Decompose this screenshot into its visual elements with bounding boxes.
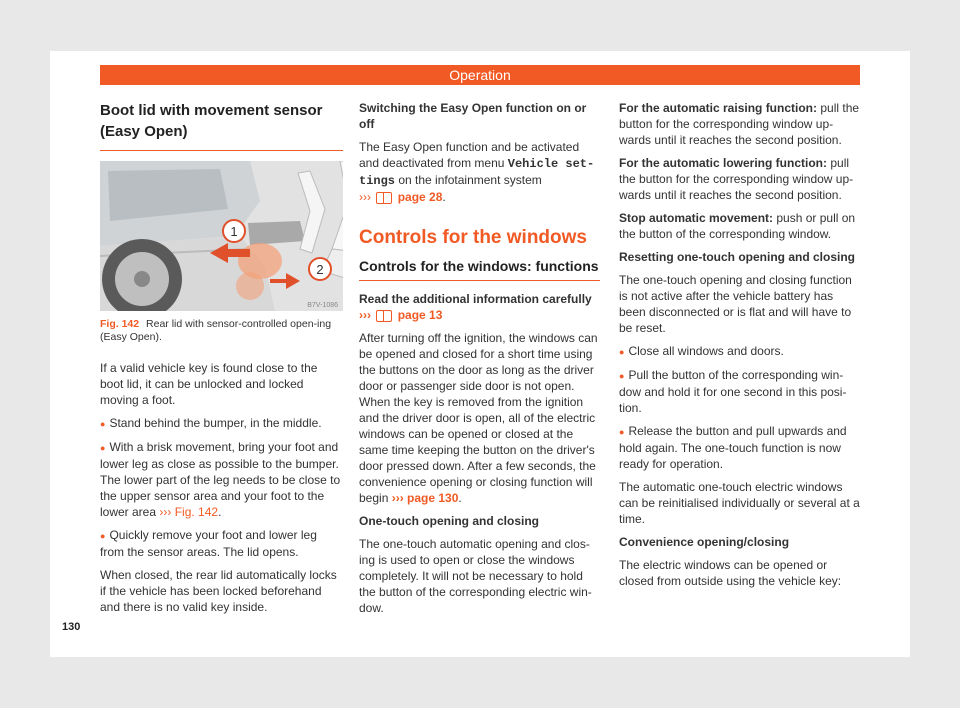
bullet-item <box>619 367 860 416</box>
rear-car-illustration <box>100 161 343 311</box>
convenience-paragraph: The electric windows can be opened or closed from outside using the vehicle key: <box>619 558 842 588</box>
section-title <box>100 100 343 142</box>
bullet-text: Release the button and pull upwards and hold again. The one-touch function is now ready for operation. <box>619 424 847 471</box>
bullet-text: Pull the button of the corresponding win-dow and hold it for one second in this posi-tion. <box>619 368 847 415</box>
menu-name: Vehicle set-tings <box>359 157 595 188</box>
bullet-item <box>619 343 860 360</box>
subsection-heading: Controls for the windows: functions <box>359 258 599 274</box>
stop-paragraph <box>619 210 860 242</box>
column-right <box>619 100 860 596</box>
bullet-item: ● With a brisk movement, bring your foot and lower leg as close as possible to the bumper. The lower part of the leg needs to be close to the upper sensor area and your foot to the lower area ››› Fig. 142. <box>100 439 343 520</box>
link-prefix: ››› <box>359 190 371 204</box>
switch-heading: Switching the Easy Open function on or off <box>359 101 587 131</box>
body-text: After turning off the ignition, the windows can be opened and closed for a short time using the buttons on the door as long as the driver door or passenger side door is not open. When the key is removed from the ignition and the driver door is open, all of the electric windows can be opened or closed at the same time keeping the button on the driver's door pressed down. After a few seconds, the convenience opening or closing function will begin <box>359 331 598 505</box>
link-prefix: ››› <box>359 308 371 322</box>
figure-142 <box>100 161 343 311</box>
read-heading: Read the additional information carefully <box>359 292 592 306</box>
intro-paragraph: If a valid vehicle key is found close to the boot lid, it can be unlocked and locked moving a foot. <box>100 361 318 407</box>
bullet-item <box>100 415 343 432</box>
page-link-13[interactable] <box>359 307 600 323</box>
page-link-28[interactable] <box>359 190 442 204</box>
bullet-item <box>100 527 343 560</box>
caption-text: Rear lid with sensor-controlled open-ing (Easy Open). <box>100 318 332 343</box>
chapter-header: Operation <box>100 65 860 85</box>
switch-text-b: on the infotainment system <box>398 173 542 187</box>
closing-paragraph: When closed, the rear lid automatically locks if the vehicle has been locked beforehand and there is no valid key inside. <box>100 568 337 614</box>
column-middle <box>359 100 600 623</box>
bullet-text: Close all windows and doors. <box>628 344 784 358</box>
chapter-heading: Controls for the windows <box>359 227 587 248</box>
bullet-text: Stand behind the bumper, in the middle. <box>109 416 322 430</box>
convenience-heading: Convenience opening/closing <box>619 535 790 549</box>
raise-paragraph <box>619 100 860 148</box>
onetouch-heading: One-touch opening and closing <box>359 514 539 528</box>
stop-text: push or pull on the button of the corresponding window. <box>619 211 856 241</box>
bullet-item <box>619 423 860 472</box>
reset-paragraph: The one-touch opening and closing function is not active after the vehicle battery has been disconnected or is flat and will have to be reset. <box>619 273 852 335</box>
raise-text: pull the button for the corresponding window up-wards until it reaches the second position. <box>619 101 860 147</box>
figure-link[interactable]: ››› Fig. 142 <box>159 505 219 519</box>
body-paragraph: After turning off the ignition, the windows can be opened and closed for a short time using the buttons on the door as long as the driver door or passenger side door is not open. When the key is removed from the ignition and the driver door is open, all of the electric windows can be opened or closed at the same time keeping the button on the driver's door pressed down. After a few seconds, the convenience opening or closing function will begin ››› page 130. <box>359 331 598 505</box>
book-icon <box>376 310 392 322</box>
reset-heading: Resetting one-touch opening and closing <box>619 250 855 264</box>
link-page: page 13 <box>397 308 443 322</box>
section-rule <box>100 150 343 151</box>
raise-label: For the automatic raising function: <box>619 101 818 115</box>
column-left <box>100 100 343 622</box>
page-number: 130 <box>62 621 81 633</box>
lower-text: pull the button for the corresponding window up-wards until it reaches the second position. <box>619 156 854 202</box>
caption-label: Fig. 142 <box>100 318 140 330</box>
figure-marker-2: 2 <box>316 262 324 277</box>
bullet-text: With a brisk movement, bring your foot and lower leg as close as possible to the bumper. The lower part of the leg needs to be close to the upper sensor area and your foot to the lower area <box>100 440 341 519</box>
section-title-line-2: (Easy Open) <box>100 123 188 140</box>
figure-code: B7V-1086 <box>307 302 338 309</box>
link-page: page 28 <box>397 190 443 204</box>
bullet-text: Quickly remove your foot and lower leg from the sensor areas. The lid opens. <box>100 528 317 559</box>
figure-caption <box>100 318 343 344</box>
page-link-130[interactable]: ››› page 130 <box>391 491 459 505</box>
book-icon <box>376 192 392 204</box>
reinit-paragraph: The automatic one-touch electric windows can be reinitialised individually or several at a time. <box>619 480 860 526</box>
lower-label: For the automatic lowering function: <box>619 156 827 170</box>
subsection-rule <box>359 280 600 281</box>
figure-marker-1: 1 <box>230 224 238 239</box>
onetouch-paragraph: The one-touch automatic opening and clos-ing is used to open or close the windows completely. It will not be necessary to hold the button of the corresponding electric win-dow. <box>359 537 592 615</box>
stop-label: Stop automatic movement: <box>619 211 774 225</box>
switch-text-a: The Easy Open function and be activated and deactivated from menu <box>359 140 580 170</box>
switch-paragraph: The Easy Open function and be activated and deactivated from menu Vehicle set-tings on the infotainment system ››› page 28. <box>359 140 595 204</box>
lower-paragraph <box>619 155 860 203</box>
section-title-line-1: Boot lid with movement sensor <box>100 102 323 119</box>
